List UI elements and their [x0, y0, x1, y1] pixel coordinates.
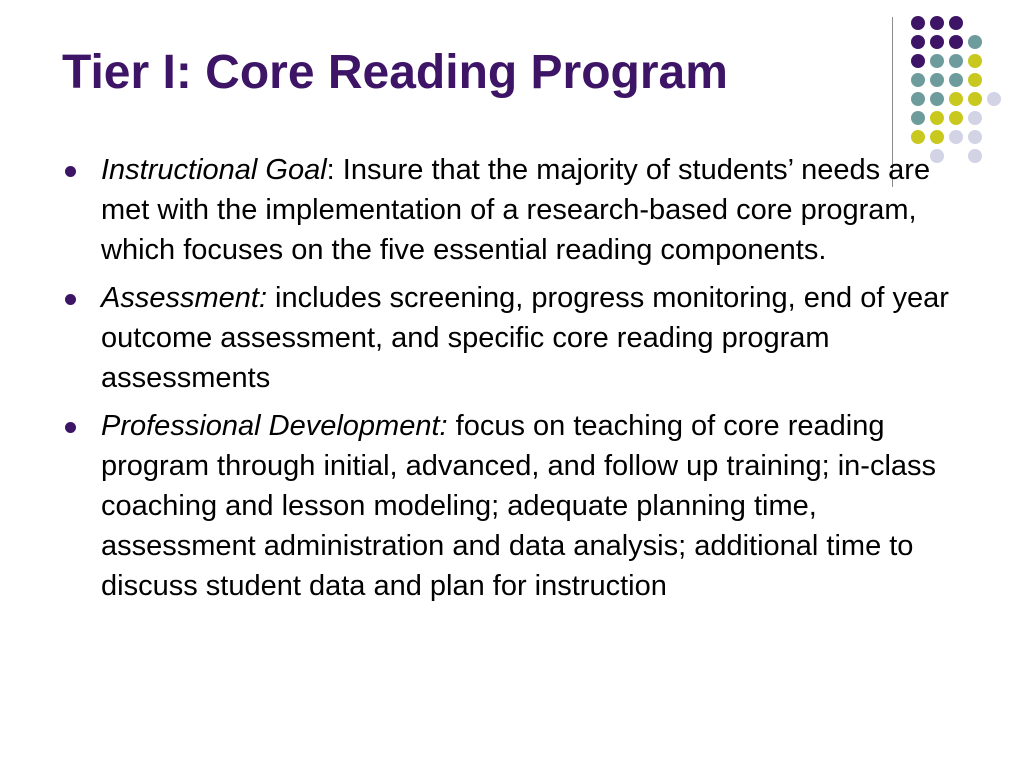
bullet-lead: Assessment: — [101, 282, 267, 314]
decor-dot — [930, 130, 944, 144]
decor-dot — [949, 73, 963, 87]
decor-dot — [930, 16, 944, 30]
bullet-dot-icon — [65, 294, 76, 305]
decor-dot — [949, 130, 963, 144]
decor-dot — [930, 92, 944, 106]
decor-dot — [968, 54, 982, 68]
decor-dot — [949, 54, 963, 68]
bullet-list — [60, 150, 960, 614]
bullet-text: includes screening, progress monitoring, end of year outcome assessment, and specific core reading program assessments — [101, 282, 949, 394]
decor-dot — [949, 16, 963, 30]
decor-dot — [968, 92, 982, 106]
decor-dot — [930, 73, 944, 87]
decor-dot — [949, 92, 963, 106]
decor-dot — [968, 73, 982, 87]
bullet-lead: Professional Development: — [101, 410, 448, 442]
bullet-lead: Instructional Goal — [101, 154, 327, 186]
decor-dot — [930, 111, 944, 125]
decor-dot — [949, 35, 963, 49]
bullet-text: focus on teaching of core reading program through initial, advanced, and follow up training; in-class coaching and lesson modeling; adequate planning time, assessment administration and data analysis; additional time to discuss student data and plan for instruction — [101, 410, 937, 602]
decor-dot — [911, 54, 925, 68]
decor-dot — [968, 149, 982, 163]
decor-dot — [949, 111, 963, 125]
bullet-item-assessment — [60, 278, 960, 398]
decor-dot — [911, 35, 925, 49]
decor-dot — [911, 111, 925, 125]
bullet-item-professional-development — [60, 406, 960, 606]
decor-dot — [968, 35, 982, 49]
decor-dot — [987, 92, 1001, 106]
bullet-dot-icon — [65, 166, 76, 177]
bullet-item-instructional-goal — [60, 150, 960, 270]
decor-dot — [930, 54, 944, 68]
decor-dot — [911, 92, 925, 106]
decor-dot — [968, 111, 982, 125]
decor-dot — [911, 73, 925, 87]
decor-dot — [968, 130, 982, 144]
slide-title: Tier I: Core Reading Program — [62, 46, 728, 99]
bullet-text: : Insure that the majority of students’ needs are met with the implementation of a research-based core program, which focuses on the five essential reading components. — [101, 154, 931, 266]
decor-dot — [911, 16, 925, 30]
bullet-dot-icon — [65, 422, 76, 433]
decor-dot — [930, 35, 944, 49]
decor-dot — [911, 130, 925, 144]
